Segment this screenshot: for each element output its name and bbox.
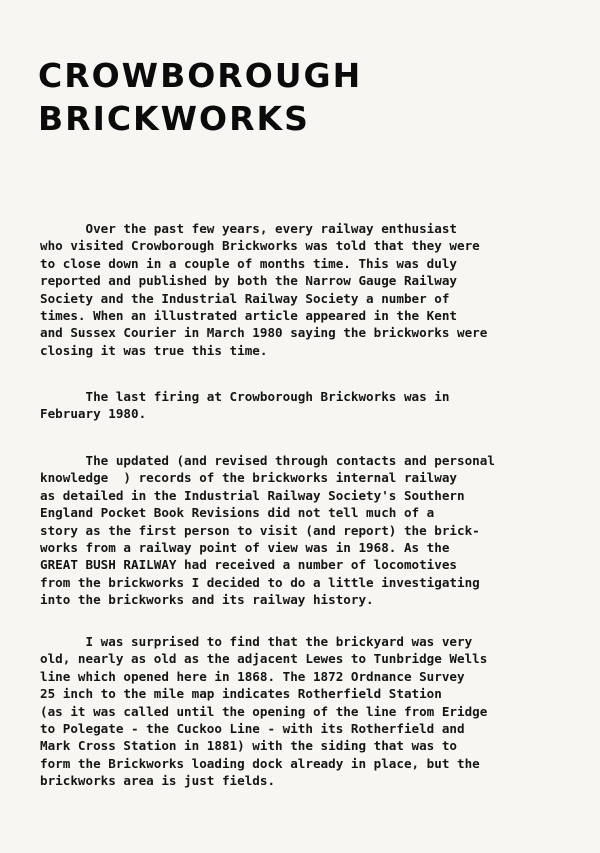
text-line: Mark Cross Station in 1881) with the siding that was to — [40, 738, 458, 754]
paragraph-1 — [40, 220, 487, 359]
text-line: brickworks area is just fields. — [40, 773, 276, 789]
title-line-1: CROWBOROUGH — [38, 56, 363, 95]
text-line: and Sussex Courier in March 1980 saying the brickworks were — [40, 325, 488, 341]
text-line: February 1980. — [40, 406, 147, 422]
text-line: works from a railway point of view was in 1968. As the — [40, 539, 450, 555]
paragraph-2 — [40, 388, 449, 423]
text-line: reported and published by both the Narrow Gauge Railway — [40, 273, 458, 289]
text-line: who visited Crowborough Brickworks was told that they were — [40, 238, 480, 254]
text-line: into the brickworks and its railway history. — [40, 592, 374, 608]
text-line: Over the past few years, every railway enthusiast — [40, 221, 458, 236]
text-line: as detailed in the Industrial Railway Society's Southern — [40, 487, 465, 503]
text-line: old, nearly as old as the adjacent Lewes to Tunbridge Wells — [40, 651, 488, 667]
text-line: The updated (and revised through contacts and personal — [40, 453, 495, 468]
text-line: to Polegate - the Cuckoo Line - with its Rotherfield and — [40, 720, 465, 736]
text-line: GREAT BUSH RAILWAY had received a number of locomotives — [40, 557, 458, 573]
text-line: (as it was called until the opening of the line from Eridge — [40, 703, 488, 719]
text-line: line which opened here in 1868. The 1872 Ordnance Survey — [40, 668, 465, 684]
text-line: Society and the Industrial Railway Society a number of — [40, 290, 450, 306]
text-line: 25 inch to the mile map indicates Rotherfield Station — [40, 686, 442, 702]
title-line-2: BRICKWORKS — [38, 99, 310, 138]
text-line: closing it was true this time. — [40, 342, 268, 358]
text-line: I was surprised to find that the brickyard was very — [40, 634, 473, 649]
text-line: story as the first person to visit (and report) the brick- — [40, 522, 480, 538]
text-line: to close down in a couple of months time. This was duly — [40, 255, 458, 271]
text-line: knowledge ) records of the brickworks internal railway — [40, 470, 458, 486]
paragraph-4 — [40, 633, 487, 790]
text-line: England Pocket Book Revisions did not tell much of a — [40, 505, 435, 521]
paragraph-3 — [40, 452, 495, 609]
text-line: from the brickworks I decided to do a little investigating — [40, 574, 480, 590]
text-line: times. When an illustrated article appeared in the Kent — [40, 307, 458, 323]
text-line: The last firing at Crowborough Brickworks was in — [40, 389, 450, 404]
page-title — [38, 54, 362, 140]
text-line: form the Brickworks loading dock already in place, but the — [40, 755, 480, 771]
